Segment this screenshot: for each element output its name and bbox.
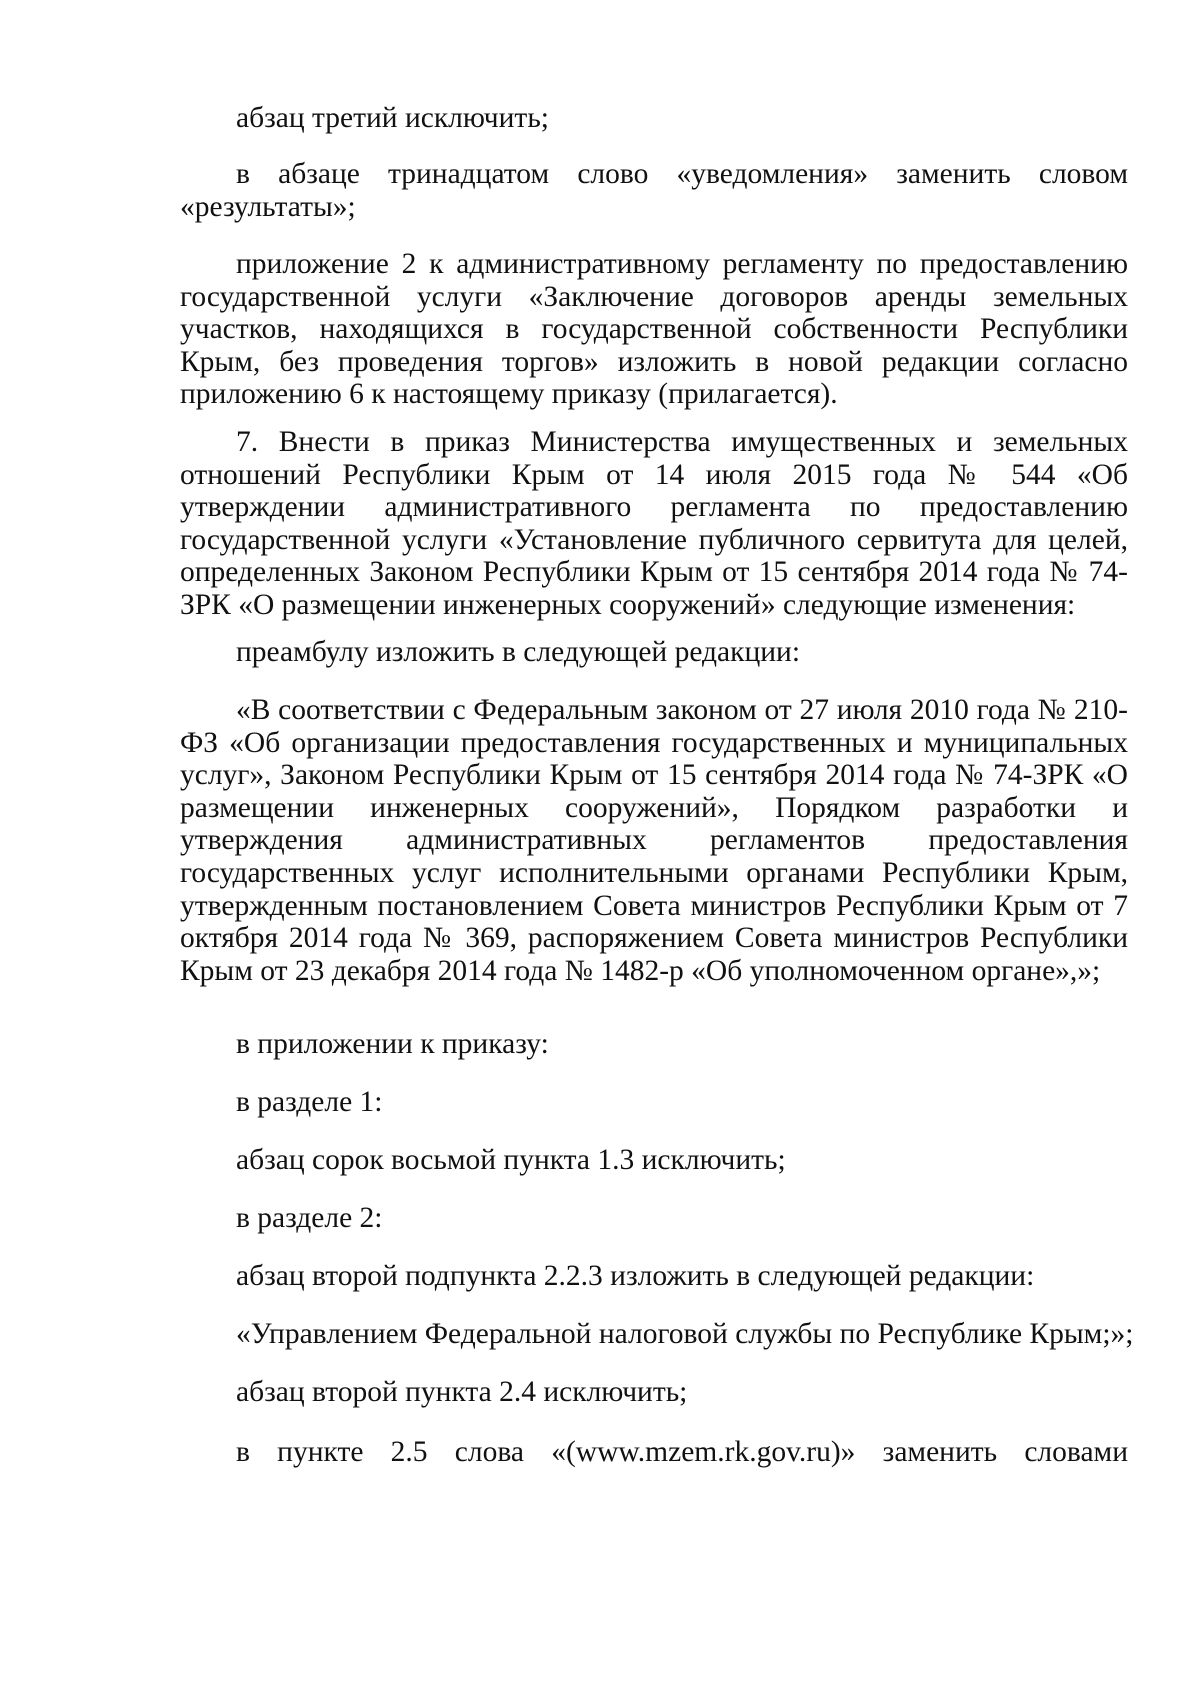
paragraph-2: в абзаце тринадцатом слово «уведомления» заменить словом «результаты»; [180, 158, 1128, 223]
paragraph-4-item-7: 7. Внести в приказ Министерства имущественных и земельных отношений Республики Крым от 14 июля 2015 года № 544 «Об утверждении административного регламента по предоставлению государственной услуги «Установление публичного сервитута для целей, определенных Законом Республики Крым от 15 сентября 2014 года № 74-ЗРК «О размещении инженерных сооружений» следующие изменения: [180, 426, 1128, 621]
paragraph-1: абзац третий исключить; [236, 102, 549, 134]
last-line-word: словами [1024, 1436, 1128, 1468]
last-line-word: в [236, 1436, 250, 1468]
last-line-url: «(www.mzem.rk.gov.ru)» [551, 1436, 856, 1468]
paragraph-6-preamble: «В соответствии с Федеральным законом от 27 июля 2010 года № 210-ФЗ «Об организации предоставления государственных и муниципальных услуг», Законом Республики Крым от 15 сентября 2014 года № 74-ЗРК «О размещении инженерных сооружений», Порядком разработки и утверждения административных регламентов предоставления государственных услуг исполнительными органами Республики Крым, утвержденным постановлением Совета министров Республики Крым от 7 октября 2014 года № 369, распоряжением Совета министров Республики Крым от 23 декабря 2014 года № 1482-р «Об уполномоченном органе»,»; [180, 694, 1128, 987]
paragraph-3: приложение 2 к административному регламенту по предоставлению государственной услуги «Заключение договоров аренды земельных участков, находящихся в государственной собственности Республики Крым, без проведения торгов» изложить в новой редакции согласно приложению 6 к настоящему приказу (прилагается). [180, 248, 1128, 411]
last-line-word: 2.5 [390, 1436, 428, 1468]
paragraph-14-last-line [236, 1436, 1128, 1469]
paragraph-11: абзац второй подпункта 2.2.3 изложить в следующей редакции: [236, 1260, 1035, 1292]
paragraph-8: в разделе 1: [236, 1086, 383, 1118]
last-line-word: заменить [882, 1436, 998, 1468]
last-line-word: пункте [277, 1436, 364, 1468]
paragraph-9: абзац сорок восьмой пункта 1.3 исключить; [236, 1144, 786, 1176]
paragraph-7: в приложении к приказу: [236, 1028, 549, 1060]
paragraph-13: абзац второй пункта 2.4 исключить; [236, 1376, 688, 1408]
paragraph-5: преамбулу изложить в следующей редакции: [236, 636, 801, 668]
last-line-word: слова [454, 1436, 524, 1468]
paragraph-12: «Управлением Федеральной налоговой службы по Республике Крым;»; [236, 1318, 1134, 1350]
paragraph-10: в разделе 2: [236, 1202, 383, 1234]
